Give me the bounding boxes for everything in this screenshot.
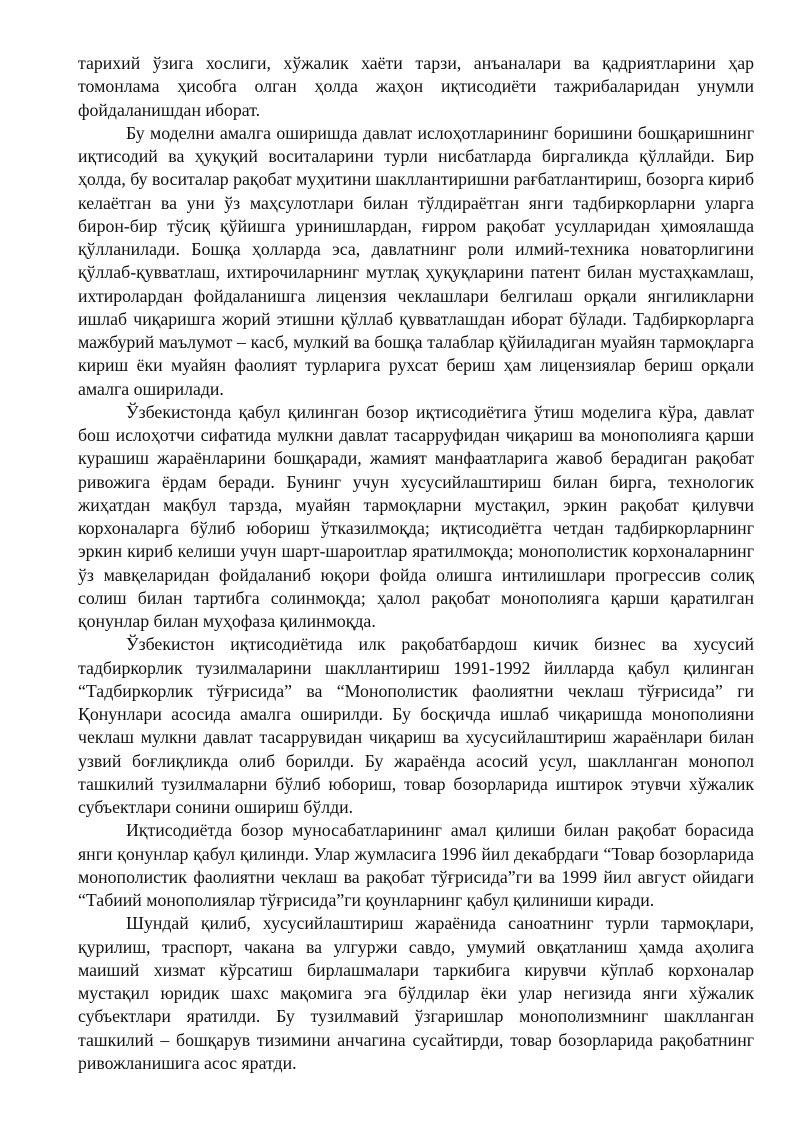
paragraph-4: Ўзбекистон иқтисодиётида илк рақобатбардош кичик бизнес ва хусусий тадбиркорлик тузилмаларини шакллантириш 1991-1992 йилларда қабул қилинган “Тадбиркорлик тўғрисида” ва “Монополистик фаолиятни чеклаш тўғрисида” ги Қонунлари асосида амалга оширилди. Бу босқичда ишлаб чиқаришда монополияни чеклаш мулкни давлат тасаррувидан чиқариш ва хусусийлаштириш жараёнлари билан узвий боғлиқликда олиб борилди. Бу жараёнда асосий усул, шаклланган монопол ташкилий тузилмаларни бўлиб юбориш, товар бозорларида иштирок этувчи хўжалик субъектлари сонини ошириш бўлди. [78, 634, 754, 817]
paragraph-5: Иқтисодиётда бозор муносабатларининг амал қилиши билан рақобат борасида янги қонунлар қабул қилинди. Улар жумласига 1996 йил декабрдаги “Товар бозорларида монополистик фаолиятни чеклаш ва рақобат тўғрисида”ги ва 1999 йил август ойидаги “Табиий монополиялар тўғрисида”ги қоунларнинг қабул қилиниши киради. [78, 820, 754, 910]
paragraph-2: Бу моделни амалга оширишда давлат ислоҳотларининг боришини бошқаришнинг иқтисодий ва ҳуқуқий воситаларини турли нисбатларда биргаликда қўллайди. Бир ҳолда, бу воситалар рақобат муҳитини шакллантиришни рағбатлантириш, бозорга кириб келаётган ва уни ўз маҳсулотлари билан тўлдираётган янги тадбиркорларни уларга бирон-бир тўсиқ қўйишга уринишлардан, ғирром рақобат усулларидан ҳимоялашда қўлланилади. Бошқа ҳолларда эса, давлатнинг роли илмий-техника новаторлигини қўллаб-қувватлаш, ихтирочиларнинг мутлақ ҳуқуқларини патент билан мустаҳкамлаш, ихтиролардан фойдаланишга лицензия чеклашлари белгилаш орқали янгиликларни ишлаб чиқаришга жорий этишни қўллаб қувватлашдан иборат бўлади. Тадбиркорларга мажбурий маълумот – касб, мулкий ва бошқа талаблар қўйиладиган муайян тармоқларга кириш ёки муайян фаолият турларига рухсат бериш ҳам лицензиялар бериш орқали амалга оширилади. [78, 122, 754, 399]
document-page [78, 52, 754, 1075]
paragraph-1: тарихий ўзига хослиги, хўжалик хаёти тарзи, анъаналари ва қадриятларини ҳар томонлама ҳисобга олган ҳолда жаҳон иқтисодиёти тажрибаларидан унумли фойдаланишдан иборат. [78, 53, 754, 120]
paragraph-3: Ўзбекистонда қабул қилинган бозор иқтисодиётига ўтиш моделига кўра, давлат бош ислоҳотчи сифатида мулкни давлат тасарруфидан чиқариш ва монополияга қарши курашиш жараёнларини бошқаради, жамият манфаатларига жавоб берадиган рақобат ривожига ёрдам беради. Бунинг учун хусусийлаштириш билан бирга, технологик жиҳатдан мақбул тарзда, муайян тармоқларни мустақил, эркин рақобат қилувчи корхоналарга бўлиб юбориш ўтказилмоқда; иқтисодиётга четдан тадбиркорларнинг эркин кириб келиши учун шарт-шароитлар яратилмоқда; монополистик корхоналарнинг ўз мавқеларидан фойдаланиб юқори фойда олишга интилишлари прогрессив солиқ солиш билан тартибга солинмоқда; ҳалол рақобат монополияга қарши қаратилган қонунлар билан муҳофаза қилинмоқда. [78, 401, 754, 631]
paragraph-6: Шундай қилиб, хусусийлаштириш жараёнида саноатнинг турли тармоқлари, қурилиш, траспорт, чакана ва улгуржи савдо, умумий овқатланиш ҳамда аҳолига маиший хизмат кўрсатиш бирлашмалари таркибига кирувчи кўплаб корхоналар мустақил юридик шахс мақомига эга бўлдилар ёки улар негизида янги хўжалик субъектлари яратилди. Бу тузилмавий ўзгаришлар монополизмнинг шаклланган ташкилий – бошқарув тизимини анчагина сусайтирди, товар бозорларида рақобатнинг ривожланишига асос яратди. [78, 913, 754, 1073]
